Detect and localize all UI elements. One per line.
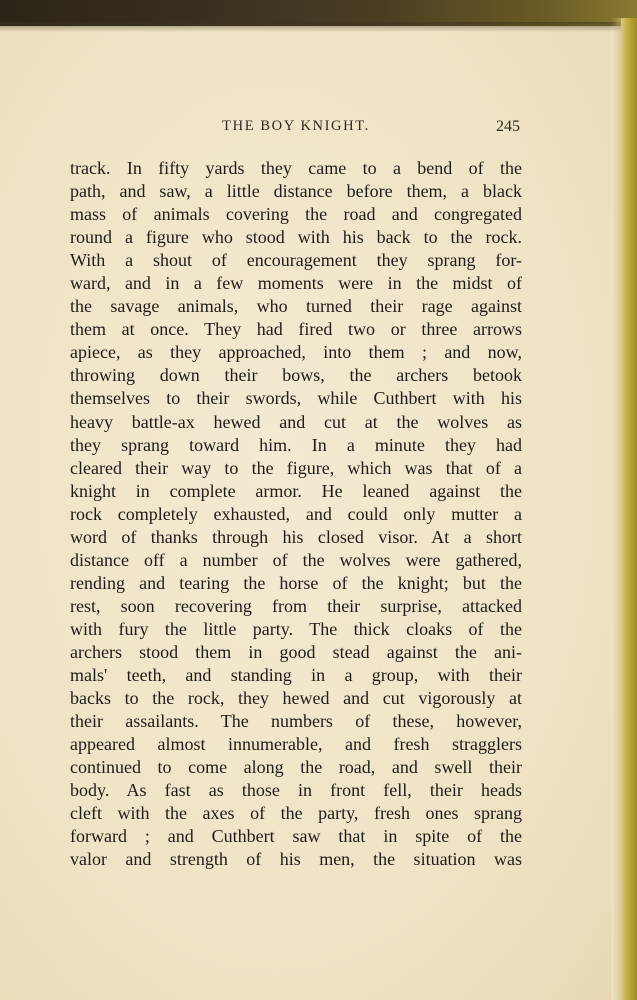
text-line: heavy battle-ax hewed and cut at the wolves as <box>70 411 522 432</box>
text-line: themselves to their swords, while Cuthbert with his <box>70 388 522 409</box>
page-edge-shadow <box>611 18 621 1000</box>
text-line: backs to the rock, they hewed and cut vigorously at <box>70 688 522 709</box>
scan-top-shadow <box>0 22 637 32</box>
text-line: them at once. They had fired two or three arrows <box>70 319 522 340</box>
text-line: the savage animals, who turned their rage against <box>70 296 522 317</box>
text-line: archers stood them in good stead against the ani- <box>70 641 522 662</box>
text-line: body. As fast as those in front fell, their heads <box>70 780 522 801</box>
text-line: round a figure who stood with his back to the rock. <box>70 227 522 248</box>
text-line: appeared almost innumerable, and fresh stragglers <box>70 734 522 755</box>
text-line: cleft with the axes of the party, fresh ones sprang <box>70 803 522 824</box>
text-line: rending and tearing the horse of the knight; but the <box>70 572 522 593</box>
text-line: With a shout of encouragement they sprang for- <box>70 250 522 271</box>
text-line: mass of animals covering the road and congregated <box>70 204 522 225</box>
text-line: with fury the little party. The thick cloaks of the <box>70 618 522 639</box>
text-line: continued to come along the road, and swell their <box>70 757 522 778</box>
text-line: rock completely exhausted, and could only mutter a <box>70 503 522 524</box>
text-line: apiece, as they approached, into them ; and now, <box>70 342 522 363</box>
running-head <box>70 118 522 138</box>
text-line: mals' teeth, and standing in a group, with their <box>70 665 522 686</box>
text-line: ward, and in a few moments were in the midst of <box>70 273 522 294</box>
text-line: forward ; and Cuthbert saw that in spite of the <box>70 826 522 847</box>
text-line: path, and saw, a little distance before them, a black <box>70 181 522 202</box>
text-line: their assailants. The numbers of these, however, <box>70 711 522 732</box>
text-line: rest, soon recovering from their surprise, attacked <box>70 595 522 616</box>
book-binding-edge <box>621 18 637 1000</box>
text-line: distance off a number of the wolves were gathered, <box>70 549 522 570</box>
text-line: track. In fifty yards they came to a bend of the <box>70 158 522 178</box>
text-line: valor and strength of his men, the situation was <box>70 849 522 870</box>
text-line: they sprang toward him. In a minute they had <box>70 434 522 455</box>
text-line: throwing down their bows, the archers betook <box>70 365 522 386</box>
text-line: word of thanks through his closed visor. At a short <box>70 526 522 547</box>
text-line: knight in complete armor. He leaned against the <box>70 480 522 501</box>
text-line: cleared their way to the figure, which was that of a <box>70 457 522 478</box>
running-title: THE BOY KNIGHT. <box>222 118 370 134</box>
page-number: 245 <box>496 118 520 135</box>
body-text <box>70 157 522 871</box>
